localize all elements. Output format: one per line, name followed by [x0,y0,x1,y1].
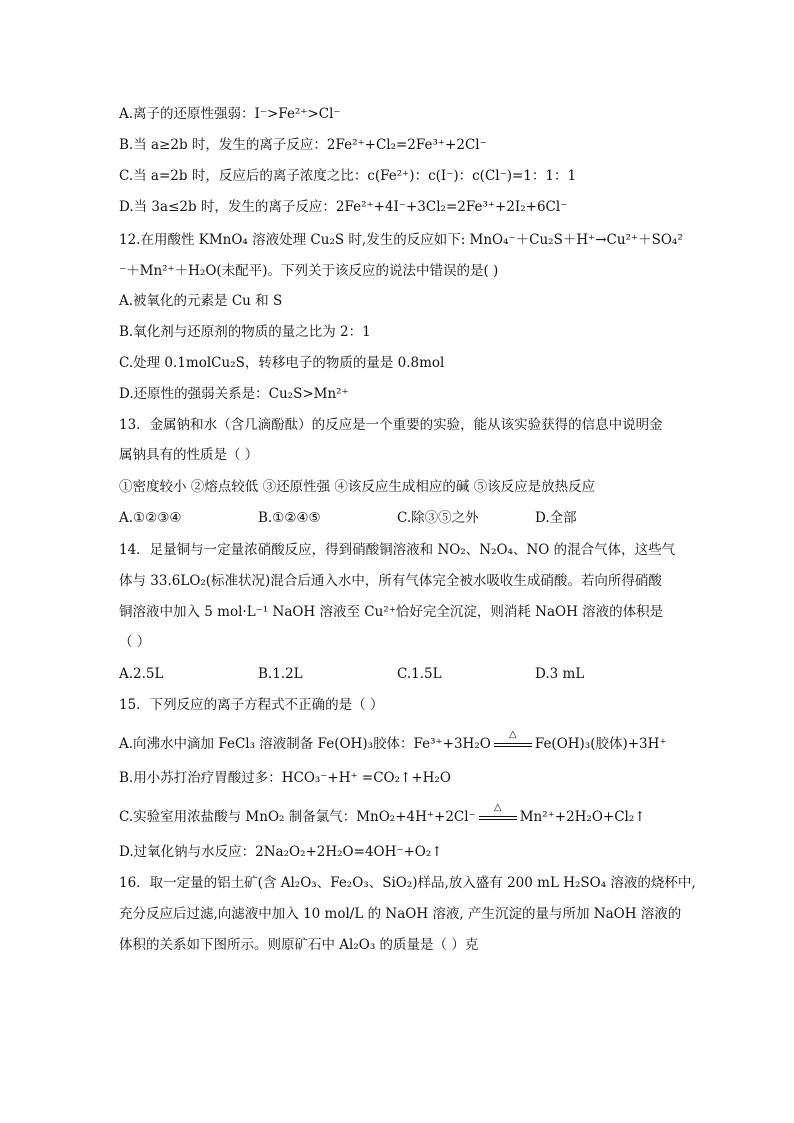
heat-equals-sign [492,729,534,751]
q15-option-c-right: Mn²⁺+2H₂O+Cl₂↑ [519,809,646,825]
q12-option-a: A.被氧化的元素是 Cu 和 S [119,293,283,309]
heat-equals-sign [477,802,519,824]
delta-symbol: △ [493,802,502,813]
q14-option-b: B.1.2L [258,666,303,682]
q12-option-c: C.处理 0.1molCu₂S，转移电子的物质的量是 0.8mol [119,355,445,371]
q16-stem-line1: 16．取一定量的铝土矿(含 Al₂O₃、Fe₂O₃、SiO₂)样品,放入盛有 200 mL H₂SO₄ 溶液的烧杯中, [119,875,696,891]
q15-option-d: D.过氧化钠与水反应：2Na₂O₂+2H₂O=4OH⁻+O₂↑ [119,844,443,860]
q14-stem-line1: 14．足量铜与一定量浓硝酸反应，得到硝酸铜溶液和 NO₂、N₂O₄、NO 的混合气体，这些气 [119,542,676,558]
q15-option-c-left: C.实验室用浓盐酸与 MnO₂ 制备氯气：MnO₂+4H⁺+2Cl⁻ [119,809,476,825]
q15-option-c [119,802,646,827]
q13-option-a: A.①②③④ [119,510,182,526]
q11-option-b: B.当 a≥2b 时，发生的离子反应：2Fe²⁺+Cl₂=2Fe³⁺+2Cl⁻ [119,137,487,153]
q13-option-c: C.除③⑤之外 [397,510,479,526]
q15-option-b: B.用小苏打治疗胃酸过多：HCO₃⁻+H⁺ =CO₂↑+H₂O [119,770,451,786]
q16-stem-line3: 体积的关系如下图所示。则原矿石中 Al₂O₃ 的质量是（ ）克 [119,937,479,953]
q14-option-c: C.1.5L [397,666,442,682]
q12-stem-line1: 12.在用酸性 KMnO₄ 溶液处理 Cu₂S 时,发生的反应如下: MnO₄⁻＋Cu₂S＋H⁺→Cu²⁺＋SO₄² [119,232,683,248]
q13-stem-line1: 13．金属钠和水（含几滴酚酞）的反应是一个重要的实验，能从该实验获得的信息中说明金 [119,417,663,433]
q11-option-d: D.当 3a≤2b 时，发生的离子反应：2Fe²⁺+4I⁻+3Cl₂=2Fe³⁺+2I₂+6Cl⁻ [119,199,568,215]
q12-stem-line2: ⁻＋Mn²⁺＋H₂O(未配平)。下列关于该反应的说法中错误的是( ) [119,263,499,279]
q13-stem-line2: 属钠具有的性质是（ ） [119,447,259,463]
q13-option-d: D.全部 [535,510,577,526]
q14-option-a: A.2.5L [119,666,164,682]
q11-option-c: C.当 a=2b 时，反应后的离子浓度之比：c(Fe²⁺)：c(I⁻)：c(Cl⁻)=1：1：1 [119,168,577,184]
q12-option-b: B.氧化剂与还原剂的物质的量之比为 2：1 [119,324,371,340]
q14-stem-line2: 体与 33.6LO₂(标准状况)混合后通入水中，所有气体完全被水吸收生成硝酸。若向所得硝酸 [119,573,662,589]
q15-option-a [119,729,667,754]
q12-option-d: D.还原性的强弱关系是：Cu₂S>Mn²⁺ [119,386,349,402]
q15-option-a-right: Fe(OH)₃(胶体)+3H⁺ [534,736,667,752]
q15-stem: 15．下列反应的离子方程式不正确的是（ ） [119,697,384,713]
q13-option-b: B.①②④⑤ [258,510,321,526]
q14-stem-line4: （ ） [119,634,151,650]
q15-option-a-left: A.向沸水中滴加 FeCl₃ 溶液制备 Fe(OH)₃胶体：Fe³⁺+3H₂O [119,736,491,752]
q13-properties: ①密度较小 ②熔点较低 ③还原性强 ④该反应生成相应的碱 ⑤该反应是放热反应 [119,479,596,495]
q14-option-d: D.3 mL [535,666,585,682]
delta-symbol: △ [508,729,517,740]
q11-option-a: A.离子的还原性强弱：I⁻>Fe²⁺>Cl⁻ [119,106,341,122]
q16-stem-line2: 充分反应后过滤,向滤液中加入 10 mol/L 的 NaOH 溶液, 产生沉淀的量与所加 NaOH 溶液的 [119,906,682,922]
q13-options-row [119,508,719,528]
q14-options-row [119,664,719,684]
q14-stem-line3: 铜溶液中加入 5 mol·L⁻¹ NaOH 溶液至 Cu²⁺恰好完全沉淀，则消耗 NaOH 溶液的体积是 [119,604,664,620]
